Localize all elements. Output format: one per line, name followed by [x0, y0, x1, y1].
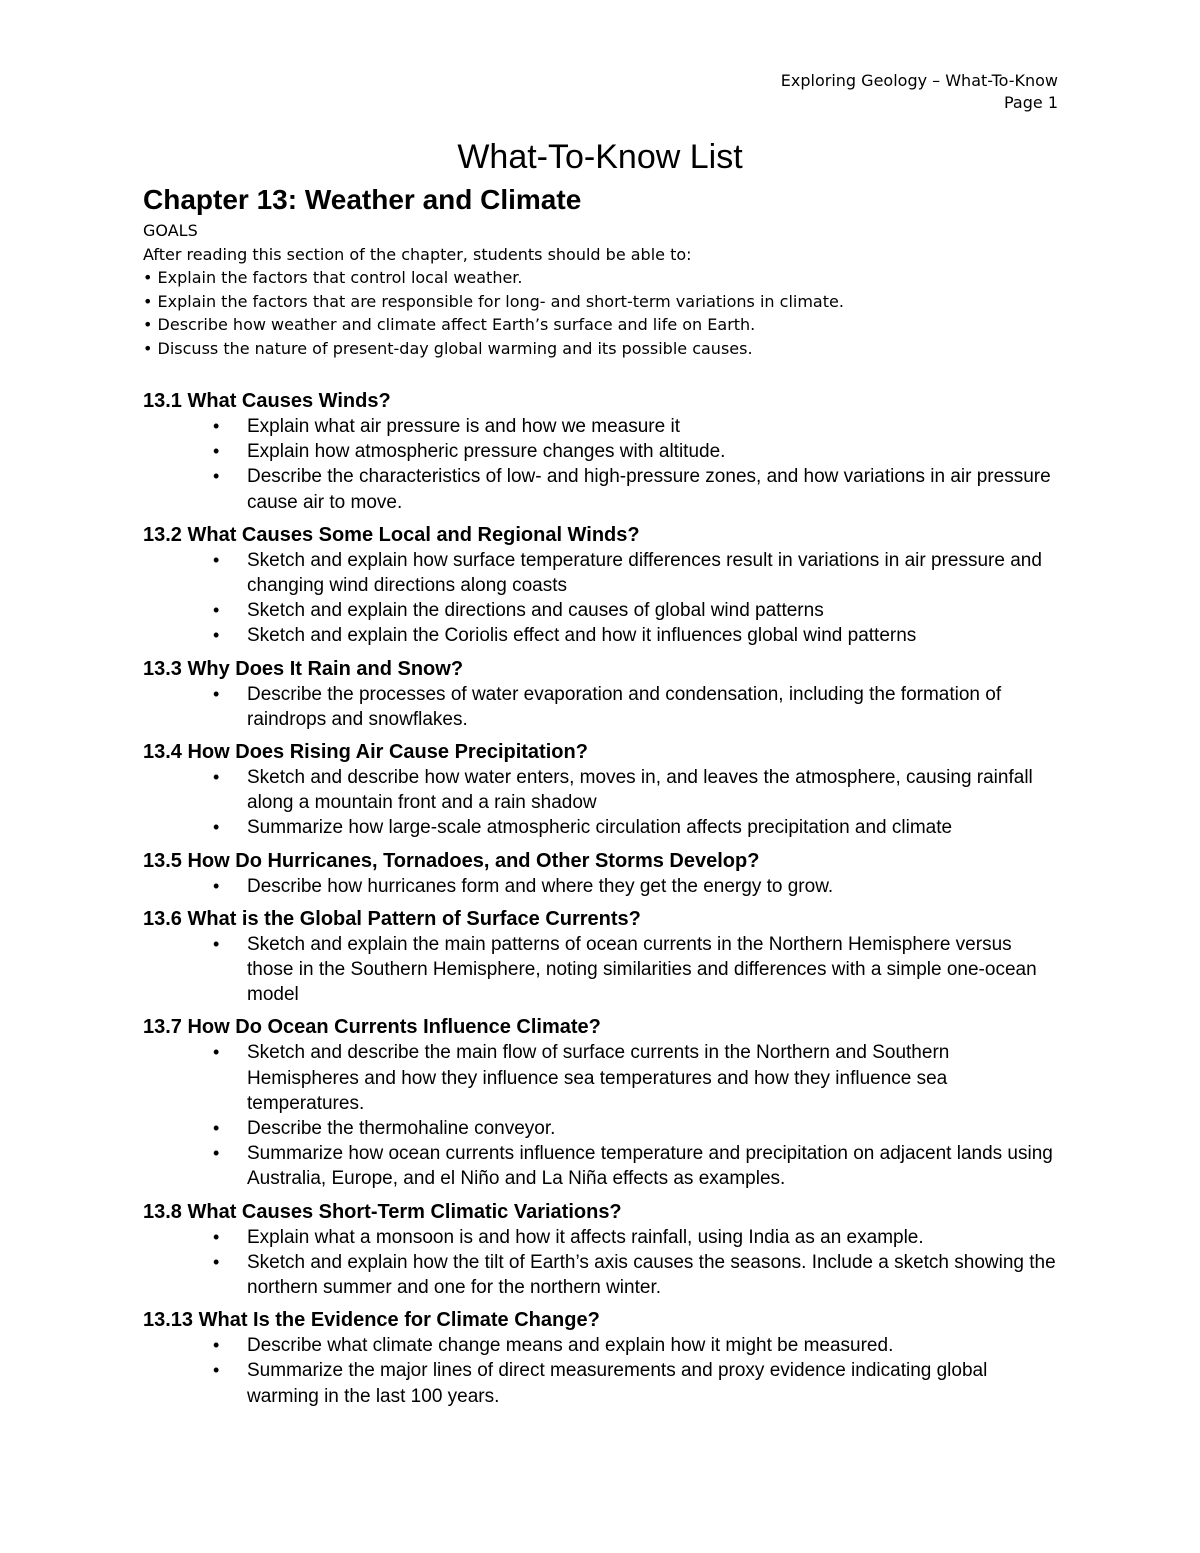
- bullet-icon: •: [213, 1251, 220, 1272]
- bullet-icon: •: [213, 817, 220, 838]
- bullet-list: [143, 765, 1063, 841]
- goals-block: [143, 219, 844, 360]
- list-item-text: Summarize how large-scale atmospheric circulation affects precipitation and climate: [247, 817, 953, 839]
- list-item: [143, 464, 1063, 514]
- header-title: Exploring Geology – What-To-Know: [780, 71, 1058, 90]
- list-item-text: Explain what a monsoon is and how it affects rainfall, using India as an example.: [247, 1226, 924, 1248]
- list-item-text: Explain how atmospheric pressure changes with altitude.: [247, 441, 726, 463]
- bullet-icon: •: [213, 600, 220, 621]
- list-item-text: Sketch and describe the main flow of surface currents in the Northern and Southern Hemispheres and how they influence sea temperatures and how they influence sea temperatures.: [247, 1042, 950, 1114]
- bullet-icon: •: [213, 1335, 220, 1356]
- list-item-text: Describe the processes of water evaporation and condensation, including the formation of raindrops and snowflakes.: [247, 683, 1002, 730]
- bullet-list: [143, 932, 1063, 1008]
- bullet-list: [143, 414, 1063, 515]
- list-item: [143, 1141, 1063, 1191]
- list-item: [143, 1116, 1063, 1141]
- goals-intro: After reading this section of the chapter, students should be able to:: [143, 244, 692, 264]
- section: [143, 521, 1063, 649]
- bullet-icon: •: [213, 549, 220, 570]
- bullet-list: [143, 1225, 1063, 1301]
- list-item-text: Describe the characteristics of low- and high-pressure zones, and how variations in air pressure cause air to move.: [247, 466, 1051, 513]
- list-item-text: Summarize how ocean currents influence temperature and precipitation on adjacent lands using Australia, Europe, and el Niño and La Niña effects as examples.: [247, 1143, 1053, 1190]
- section-heading: 13.4 How Does Rising Air Cause Precipitation?: [143, 741, 588, 764]
- list-item-text: Describe what climate change means and explain how it might be measured.: [247, 1335, 894, 1357]
- page-number: Page 1: [1004, 93, 1058, 112]
- list-item: [143, 1250, 1063, 1300]
- list-item-text: Describe how hurricanes form and where they get the energy to grow.: [247, 875, 834, 897]
- list-item: [143, 598, 1063, 623]
- section: [143, 847, 1063, 899]
- section: [143, 1306, 1063, 1409]
- bullet-icon: •: [213, 416, 220, 436]
- bullet-icon: •: [213, 767, 220, 788]
- section: [143, 1013, 1063, 1191]
- goal-item: • Describe how weather and climate affect Earth’s surface and life on Earth.: [143, 315, 756, 334]
- bullet-icon: •: [213, 441, 220, 462]
- bullet-list: [143, 874, 1063, 899]
- document-title: What-To-Know List: [457, 138, 743, 176]
- bullet-icon: •: [213, 1360, 220, 1381]
- bullet-list: [143, 1333, 1063, 1409]
- bullet-icon: •: [213, 875, 220, 896]
- section-heading: 13.3 Why Does It Rain and Snow?: [143, 657, 464, 680]
- list-item-text: Sketch and explain the directions and causes of global wind patterns: [247, 600, 824, 622]
- list-item: [143, 623, 1063, 648]
- list-item-text: Describe the thermohaline conveyor.: [247, 1118, 556, 1140]
- section-heading: 13.6 What is the Global Pattern of Surface Currents?: [143, 907, 641, 930]
- bullet-list: [143, 548, 1063, 649]
- goal-item: • Discuss the nature of present-day global warming and its possible causes.: [143, 338, 753, 358]
- list-item: [143, 1040, 1063, 1116]
- section: [143, 905, 1063, 1008]
- goal-item: • Explain the factors that are responsible for long- and short-term variations in climate.: [143, 291, 844, 311]
- section-heading: 13.5 How Do Hurricanes, Tornadoes, and Other Storms Develop?: [143, 849, 760, 872]
- section: [143, 387, 1063, 515]
- list-item-text: Explain what air pressure is and how we measure it: [247, 416, 680, 437]
- list-item-text: Sketch and explain how surface temperature differences result in variations in air pressure and changing wind directions along coasts: [247, 549, 1042, 597]
- list-item: [143, 1358, 1063, 1408]
- list-item: [143, 414, 1063, 439]
- list-item: [143, 548, 1063, 598]
- page-header: [781, 70, 1058, 114]
- list-item: [143, 1333, 1063, 1358]
- bullet-icon: •: [213, 1143, 220, 1164]
- bullet-icon: •: [213, 933, 220, 954]
- section-heading: 13.2 What Causes Some Local and Regional Winds?: [143, 523, 640, 546]
- bullet-icon: •: [213, 1042, 220, 1063]
- bullet-icon: •: [213, 466, 220, 487]
- list-item: [143, 439, 1063, 464]
- bullet-icon: •: [213, 1226, 220, 1247]
- bullet-list: [143, 682, 1063, 732]
- goals-label: GOALS: [143, 221, 198, 240]
- section-heading: 13.1 What Causes Winds?: [143, 390, 391, 412]
- bullet-icon: •: [213, 1118, 220, 1139]
- list-item-text: Summarize the major lines of direct measurements and proxy evidence indicating global warming in the last 100 years.: [247, 1360, 988, 1407]
- section-heading: 13.8 What Causes Short-Term Climatic Variations?: [143, 1200, 622, 1223]
- goal-item: • Explain the factors that control local weather.: [143, 268, 523, 287]
- list-item: [143, 1225, 1063, 1250]
- section: [143, 738, 1063, 841]
- sections-list: [143, 387, 1063, 1409]
- bullet-list: [143, 1040, 1063, 1191]
- bullet-icon: •: [213, 625, 220, 646]
- chapter-title: Chapter 13: Weather and Climate: [143, 184, 582, 215]
- list-item-text: Sketch and explain the main patterns of ocean currents in the Northern Hemisphere versus those in the Southern Hemisphere, noting similarities and differences with a simple one-ocean model: [247, 933, 1037, 1006]
- bullet-icon: •: [213, 683, 220, 704]
- section: [143, 655, 1063, 732]
- list-item: [143, 932, 1063, 1008]
- list-item: [143, 765, 1063, 815]
- list-item: [143, 682, 1063, 732]
- list-item: [143, 815, 1063, 840]
- section: [143, 1198, 1063, 1301]
- list-item-text: Sketch and explain the Coriolis effect and how it influences global wind patterns: [247, 625, 917, 647]
- list-item: [143, 874, 1063, 899]
- section-heading: 13.13 What Is the Evidence for Climate Change?: [143, 1309, 600, 1332]
- section-heading: 13.7 How Do Ocean Currents Influence Climate?: [143, 1016, 601, 1039]
- list-item-text: Sketch and describe how water enters, moves in, and leaves the atmosphere, causing rainfall along a mountain front and a rain shadow: [247, 767, 1033, 814]
- list-item-text: Sketch and explain how the tilt of Earth’s axis causes the seasons. Include a sketch showing the northern summer and one for the northern winter.: [247, 1251, 1056, 1299]
